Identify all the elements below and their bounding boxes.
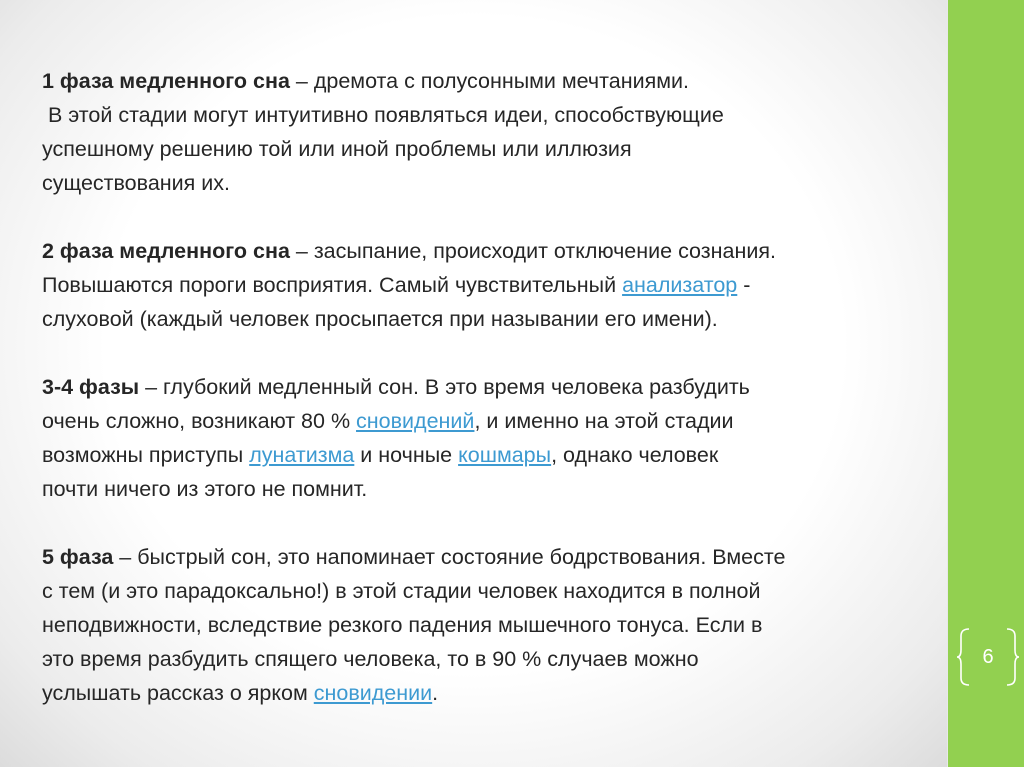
text-line bbox=[42, 540, 937, 574]
text-run: В этой стадии могут интуитивно появляться идеи, способствующие bbox=[42, 103, 724, 127]
text-line bbox=[42, 472, 937, 506]
slide-body bbox=[42, 64, 937, 710]
text-run: – быстрый сон, это напоминает состояние бодрствования. Вместе bbox=[113, 545, 786, 569]
link-nightmares[interactable]: кошмары bbox=[458, 443, 552, 467]
text-run: , однако человек bbox=[551, 443, 719, 467]
link-analyzer[interactable]: анализатор bbox=[622, 273, 738, 297]
text-line bbox=[42, 404, 937, 438]
text-line bbox=[42, 132, 937, 166]
text-run: это время разбудить спящего человека, то в 90 % случаев можно bbox=[42, 647, 699, 671]
text-line bbox=[42, 574, 937, 608]
paragraph-phase-2 bbox=[42, 234, 937, 336]
text-line bbox=[42, 608, 937, 642]
text-run: неподвижности, вследствие резкого падения мышечного тонуса. Если в bbox=[42, 613, 763, 637]
text-run: - bbox=[737, 273, 751, 297]
link-dream[interactable]: сновидении bbox=[313, 681, 433, 705]
text-run: слуховой (каждый человек просыпается при назывании его имени). bbox=[42, 307, 718, 331]
text-line bbox=[42, 642, 937, 676]
text-run: Повышаются пороги восприятия. Самый чувствительный bbox=[42, 273, 623, 297]
text-line bbox=[42, 302, 937, 336]
text-run: услышать рассказ о ярком bbox=[42, 681, 314, 705]
text-line bbox=[42, 98, 937, 132]
phase-heading: 2 фаза медленного сна bbox=[42, 239, 290, 263]
text-run: успешному решению той или иной проблемы или иллюзия bbox=[42, 137, 632, 161]
text-line bbox=[42, 438, 937, 472]
phase-heading: 3-4 фазы bbox=[42, 375, 140, 399]
text-run: – дремота с полусонными мечтаниями. bbox=[289, 69, 689, 93]
text-line bbox=[42, 268, 937, 302]
phase-heading: 5 фаза bbox=[42, 545, 114, 569]
text-line bbox=[42, 370, 937, 404]
text-run: , и именно на этой стадии bbox=[474, 409, 734, 433]
text-run: с тем (и это парадоксально!) в этой стадии человек находится в полной bbox=[42, 579, 761, 603]
text-run: возможны приступы bbox=[42, 443, 250, 467]
paragraph-phase-5 bbox=[42, 540, 937, 710]
text-line bbox=[42, 234, 937, 268]
page-number: 6 bbox=[982, 646, 994, 668]
link-sleepwalking[interactable]: лунатизма bbox=[249, 443, 355, 467]
text-run: и ночные bbox=[354, 443, 459, 467]
text-run: очень сложно, возникают 80 % bbox=[42, 409, 357, 433]
phase-heading: 1 фаза медленного сна bbox=[42, 69, 290, 93]
text-line bbox=[42, 166, 937, 200]
paragraph-phase-3-4 bbox=[42, 370, 937, 506]
link-dreams[interactable]: сновидений bbox=[356, 409, 475, 433]
text-run: – засыпание, происходит отключение сознания. bbox=[289, 239, 776, 263]
text-run: – глубокий медленный сон. В это время человека разбудить bbox=[139, 375, 750, 399]
text-line bbox=[42, 676, 937, 710]
page-number-badge bbox=[957, 628, 1019, 686]
paragraph-phase-1 bbox=[42, 64, 937, 200]
text-run: . bbox=[432, 681, 439, 705]
right-brace-icon bbox=[1005, 628, 1019, 686]
text-line bbox=[42, 64, 937, 98]
text-run: существования их. bbox=[42, 171, 231, 195]
text-run: почти ничего из этого не помнит. bbox=[42, 477, 368, 501]
